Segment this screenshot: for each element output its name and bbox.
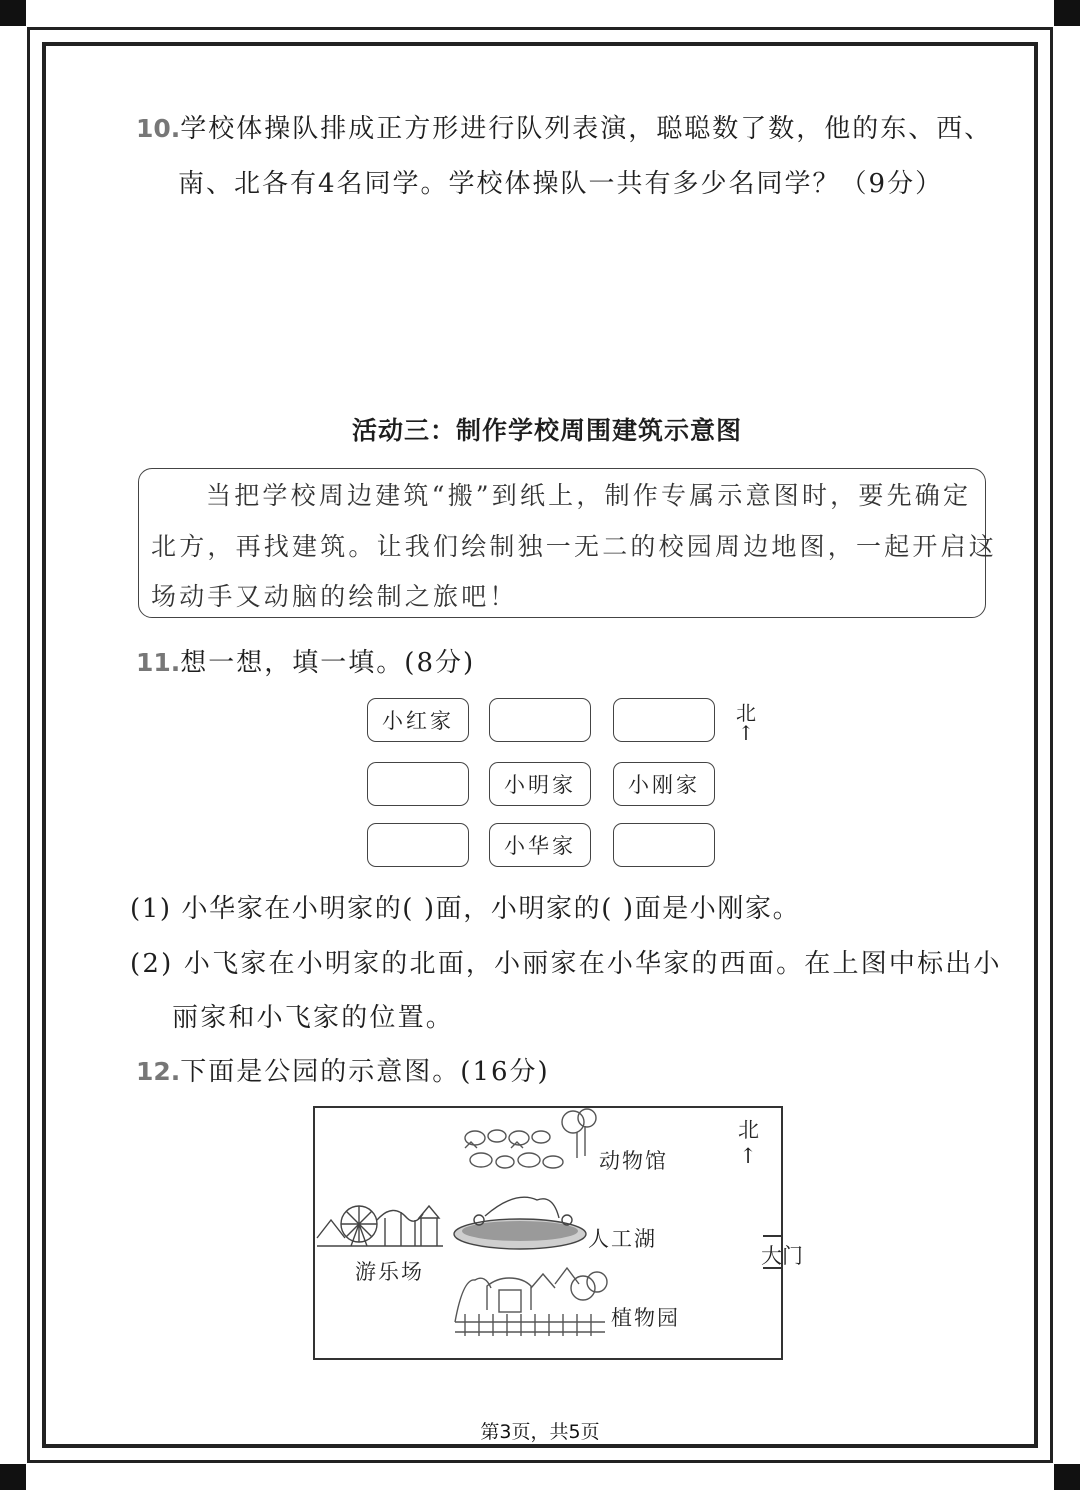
corner-mark-top-right bbox=[1054, 0, 1080, 26]
grid-cell-r2c1[interactable] bbox=[367, 762, 469, 806]
question-11-number: 11. bbox=[136, 648, 181, 677]
grid-cell-r2c3: 小刚家 bbox=[613, 762, 715, 806]
grid-cell-r3c2: 小华家 bbox=[489, 823, 591, 867]
garden-illustration bbox=[455, 1268, 607, 1336]
map-north-arrow-icon: ↑ bbox=[739, 1144, 759, 1168]
map-label-lake: 人工湖 bbox=[588, 1227, 657, 1251]
intro-line-1: 当把学校周边建筑“搬”到纸上，制作专属示意图时，要先确定 bbox=[206, 481, 972, 510]
corner-mark-top-left bbox=[0, 0, 26, 26]
activity-3-title: 活动三：制作学校周围建筑示意图 bbox=[352, 416, 743, 445]
map-north-text: 北 bbox=[738, 1118, 761, 1142]
park-map-illustration bbox=[315, 1108, 781, 1358]
map-label-amusement: 游乐场 bbox=[355, 1260, 424, 1284]
map-north-label bbox=[738, 1114, 760, 1168]
park-map bbox=[313, 1106, 803, 1360]
question-10-text-1: 学校体操队排成正方形进行队列表演，聪聪数了数，他的东、西、 bbox=[180, 114, 993, 144]
question-12-line bbox=[136, 1051, 550, 1088]
question-11-text: 想一想，填一填。(8分) bbox=[180, 648, 476, 678]
intro-line-2: 北方，再找建筑。让我们绘制独一无二的校园周边地图，一起开启这 bbox=[151, 532, 998, 561]
zoo-illustration bbox=[465, 1109, 596, 1168]
corner-mark-bottom-right bbox=[1054, 1464, 1080, 1490]
grid-cell-r1c2[interactable] bbox=[489, 698, 591, 742]
question-10-line-2: 南、北各有4名同学。学校体操队一共有多少名同学？（9分） bbox=[178, 169, 944, 199]
grid-cell-r1c3[interactable] bbox=[613, 698, 715, 742]
north-arrow-icon: ↑ bbox=[737, 721, 755, 745]
grid-cell-r2c2: 小明家 bbox=[489, 762, 591, 806]
intro-line-3: 场动手又动脑的绘制之旅吧！ bbox=[151, 582, 518, 611]
question-11-sub-1: (1) 小华家在小明家的( )面，小明家的( )面是小刚家。 bbox=[130, 894, 801, 924]
north-indicator bbox=[731, 703, 761, 743]
question-11-line bbox=[136, 642, 475, 679]
map-label-gate: 大门 bbox=[761, 1244, 803, 1268]
question-11-sub-2-line-1: (2) 小飞家在小明家的北面，小丽家在小华家的西面。在上图中标出小 bbox=[130, 949, 1002, 979]
map-label-garden: 植物园 bbox=[611, 1306, 680, 1330]
question-10-number: 10. bbox=[136, 114, 181, 143]
corner-mark-bottom-left bbox=[0, 1464, 26, 1490]
question-11-sub-2-line-2: 丽家和小飞家的位置。 bbox=[172, 1003, 455, 1033]
grid-cell-r1c1: 小红家 bbox=[367, 698, 469, 742]
north-label: 北 bbox=[736, 701, 756, 725]
question-12-number: 12. bbox=[136, 1057, 181, 1086]
question-12-text: 下面是公园的示意图。(16分) bbox=[180, 1057, 550, 1087]
page-footer: 第3页，共5页 bbox=[480, 1421, 600, 1443]
map-label-zoo: 动物馆 bbox=[599, 1149, 668, 1173]
grid-cell-r3c1[interactable] bbox=[367, 823, 469, 867]
amusement-park-illustration bbox=[317, 1206, 443, 1246]
question-10-line-1 bbox=[136, 108, 992, 145]
grid-cell-r3c3[interactable] bbox=[613, 823, 715, 867]
lake-illustration bbox=[454, 1197, 586, 1249]
